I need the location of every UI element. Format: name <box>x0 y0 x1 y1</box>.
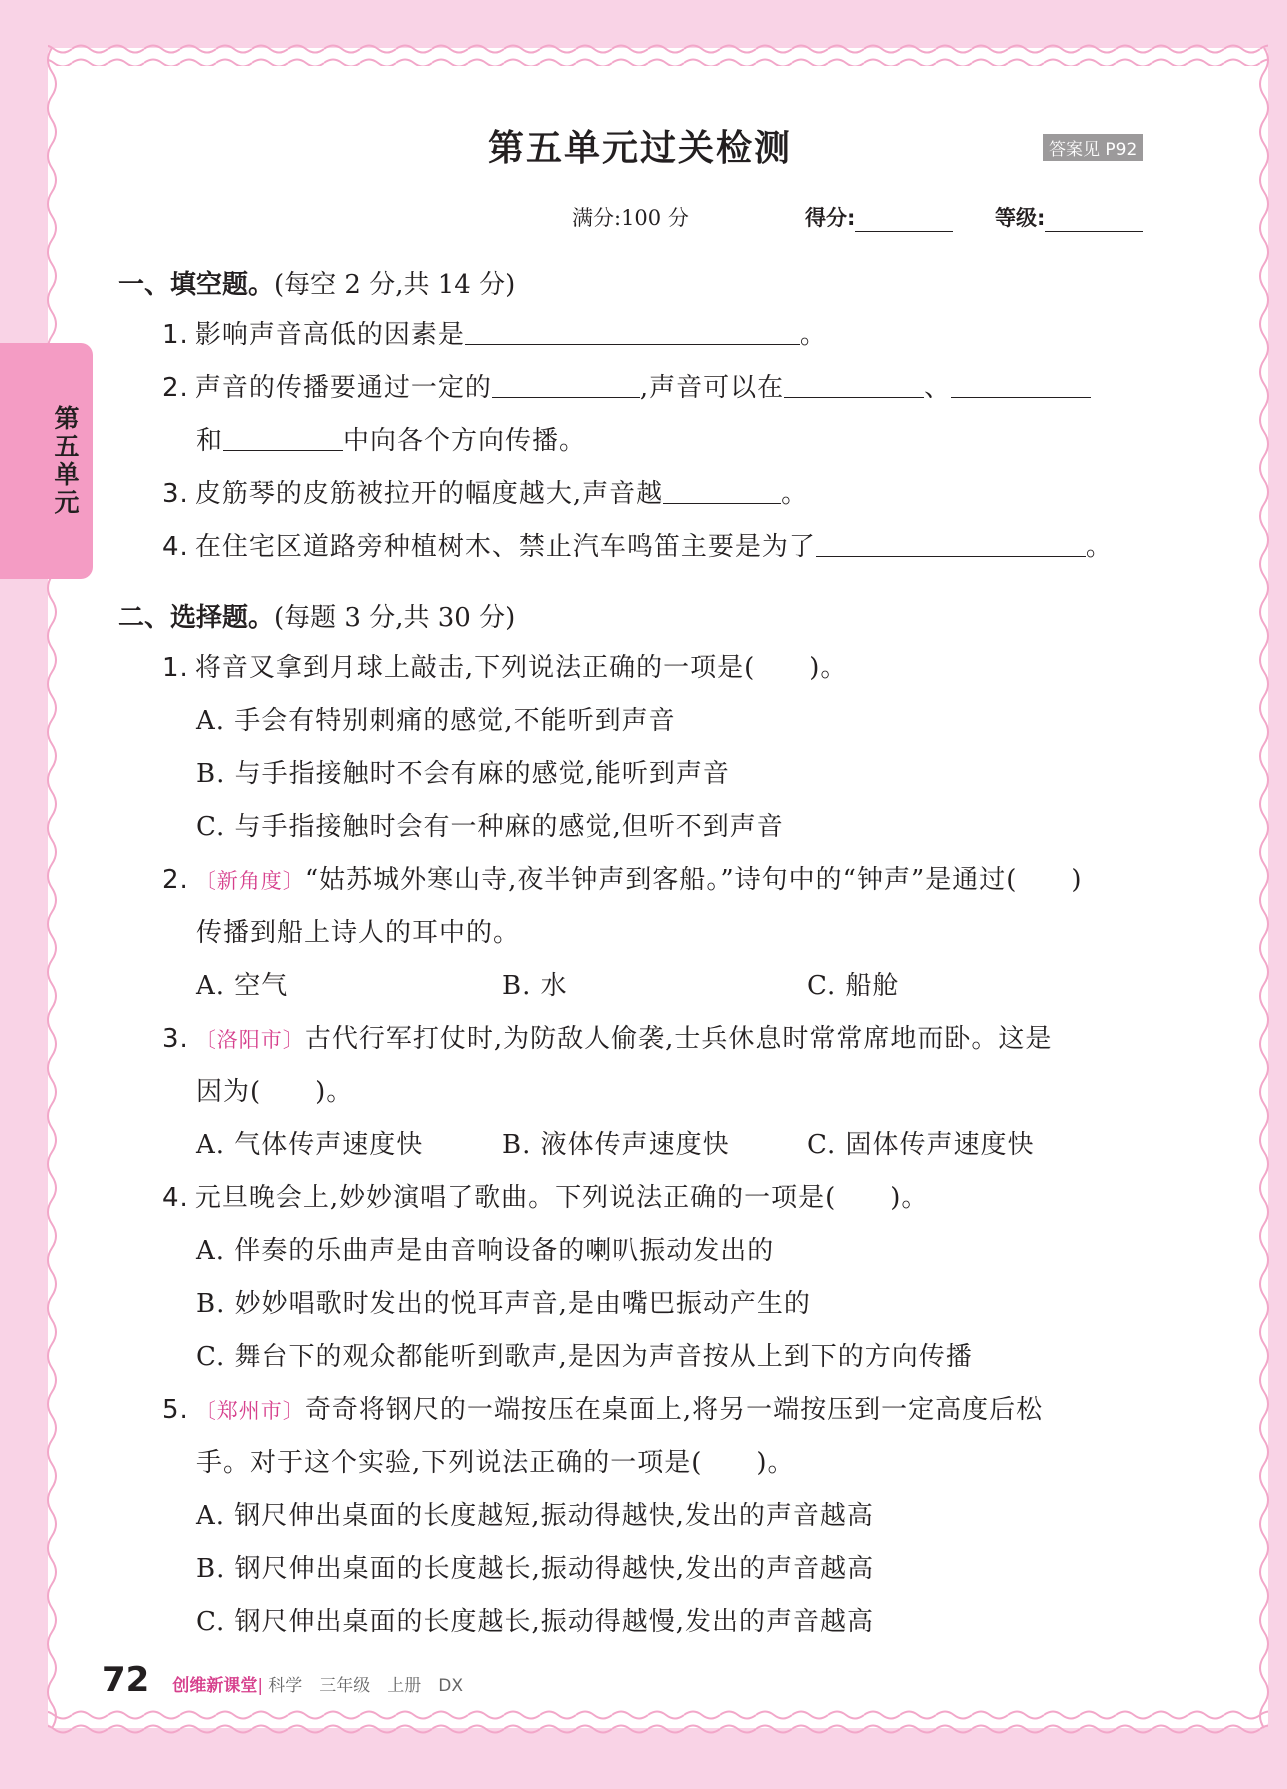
question-number: 2. <box>162 373 189 403</box>
question-number: 2. <box>162 865 189 895</box>
choice-option-a[interactable]: A. 空气 <box>196 971 289 1001</box>
fill-question-3 <box>162 473 808 510</box>
question-number: 4. <box>162 532 189 562</box>
question-text: 、 <box>924 373 952 403</box>
choice-option-c[interactable]: C. 舞台下的观众都能听到歌声,是因为声音按从上到下的方向传播 <box>196 1342 973 1372</box>
fill-question-2 <box>162 367 1091 404</box>
choice-option-b[interactable]: B. 与手指接触时不会有麻的感觉,能听到声音 <box>196 759 730 789</box>
question-text: 将音叉拿到月球上敲击,下列说法正确的一项是( )。 <box>194 653 848 683</box>
answer-blank[interactable] <box>492 371 640 398</box>
choice-option-b[interactable]: B. 水 <box>502 971 568 1001</box>
choice-question-4 <box>162 1177 928 1214</box>
fill-question-2-continued <box>196 420 586 457</box>
question-number: 5. <box>162 1395 189 1425</box>
choice-option-a[interactable]: A. 钢尺伸出桌面的长度越短,振动得越快,发出的声音越高 <box>196 1501 874 1531</box>
section-choice-title <box>118 597 515 634</box>
unit-side-tab-label: 第五单元 <box>54 404 80 517</box>
question-tag: 〔郑州市〕 <box>194 1399 305 1423</box>
section-fill-in-note: (每空 2 分,共 14 分) <box>274 270 516 300</box>
choice-question-3 <box>162 1018 1052 1055</box>
answer-blank[interactable] <box>223 424 343 451</box>
choice-option-c[interactable]: C. 船舱 <box>807 971 900 1001</box>
choice-question-5-continued: 手。对于这个实验,下列说法正确的一项是( )。 <box>196 1448 795 1478</box>
fill-question-4 <box>162 526 1113 563</box>
question-end: 。 <box>781 479 809 509</box>
footer-brand: 创维新课堂 <box>172 1676 258 1696</box>
question-number: 1. <box>162 653 189 683</box>
question-text: 奇奇将钢尺的一端按压在桌面上,将另一端按压到一定高度后松 <box>304 1395 1044 1425</box>
section-fill-in-title <box>118 264 515 301</box>
footer-course: 科学 三年级 上册 DX <box>268 1676 463 1696</box>
grade-field[interactable] <box>995 202 1143 232</box>
question-text: 在住宅区道路旁种植树木、禁止汽车鸣笛主要是为了 <box>194 532 816 562</box>
question-text: 中向各个方向传播。 <box>343 426 587 456</box>
choice-option-c[interactable]: C. 与手指接触时会有一种麻的感觉,但听不到声音 <box>196 812 784 842</box>
answer-blank[interactable] <box>465 318 800 345</box>
choice-question-1 <box>162 647 847 684</box>
choice-question-2 <box>162 859 1083 896</box>
question-text: ,声音可以在 <box>639 373 785 403</box>
fill-question-1 <box>162 314 827 351</box>
score-field[interactable] <box>805 202 953 232</box>
choice-option-b[interactable]: B. 钢尺伸出桌面的长度越长,振动得越快,发出的声音越高 <box>196 1554 875 1584</box>
answer-blank[interactable] <box>951 371 1091 398</box>
worksheet-page <box>60 62 1260 1712</box>
question-text: 影响声音高低的因素是 <box>194 320 465 350</box>
choice-option-b[interactable]: B. 液体传声速度快 <box>502 1130 730 1160</box>
section-choice-heading: 二、选择题。 <box>118 603 275 633</box>
choice-question-2-continued: 传播到船上诗人的耳中的。 <box>196 918 521 948</box>
question-text: 和 <box>196 426 224 456</box>
question-number: 3. <box>162 479 189 509</box>
answer-reference-badge: 答案见 P92 <box>1043 134 1143 161</box>
question-text: 皮筋琴的皮筋被拉开的幅度越大,声音越 <box>194 479 664 509</box>
grade-blank[interactable] <box>1045 209 1143 232</box>
grade-label: 等级: <box>995 206 1046 230</box>
question-end: 。 <box>1085 532 1113 562</box>
question-number: 3. <box>162 1024 189 1054</box>
score-blank[interactable] <box>855 209 953 232</box>
choice-option-b[interactable]: B. 妙妙唱歌时发出的悦耳声音,是由嘴巴振动产生的 <box>196 1289 811 1319</box>
choice-option-a[interactable]: A. 手会有特别刺痛的感觉,不能听到声音 <box>196 706 676 736</box>
choice-option-a[interactable]: A. 伴奏的乐曲声是由音响设备的喇叭振动发出的 <box>196 1236 775 1266</box>
choice-option-a[interactable]: A. 气体传声速度快 <box>196 1130 424 1160</box>
question-end: 。 <box>799 320 827 350</box>
section-fill-in-heading: 一、填空题。 <box>118 270 275 300</box>
question-text: 古代行军打仗时,为防敌人偷袭,士兵休息时常常席地而卧。这是 <box>304 1024 1053 1054</box>
question-text: 声音的传播要通过一定的 <box>194 373 492 403</box>
question-number: 4. <box>162 1183 189 1213</box>
question-tag: 〔洛阳市〕 <box>194 1028 305 1052</box>
question-text: “姑苏城外寒山寺,夜半钟声到客船。”诗句中的“钟声”是通过( ) <box>304 865 1083 895</box>
answer-blank[interactable] <box>784 371 924 398</box>
choice-option-c[interactable]: C. 固体传声速度快 <box>807 1130 1035 1160</box>
score-label: 得分: <box>805 206 856 230</box>
question-text: 元旦晚会上,妙妙演唱了歌曲。下列说法正确的一项是( )。 <box>194 1183 929 1213</box>
question-tag: 〔新角度〕 <box>194 869 305 893</box>
answer-blank[interactable] <box>663 477 781 504</box>
footer-separator: | <box>257 1676 264 1696</box>
question-number: 1. <box>162 320 189 350</box>
choice-question-3-continued: 因为( )。 <box>196 1077 354 1107</box>
section-choice-note: (每题 3 分,共 30 分) <box>274 603 516 633</box>
choice-option-c[interactable]: C. 钢尺伸出桌面的长度越长,振动得越慢,发出的声音越高 <box>196 1607 875 1637</box>
page-title: 第五单元过关检测 <box>487 128 792 169</box>
choice-question-5 <box>162 1389 1043 1426</box>
full-score-label: 满分:100 分 <box>572 206 689 230</box>
page-number: 72 <box>102 1660 150 1700</box>
answer-blank[interactable] <box>816 530 1086 557</box>
page-footer <box>102 1660 463 1700</box>
